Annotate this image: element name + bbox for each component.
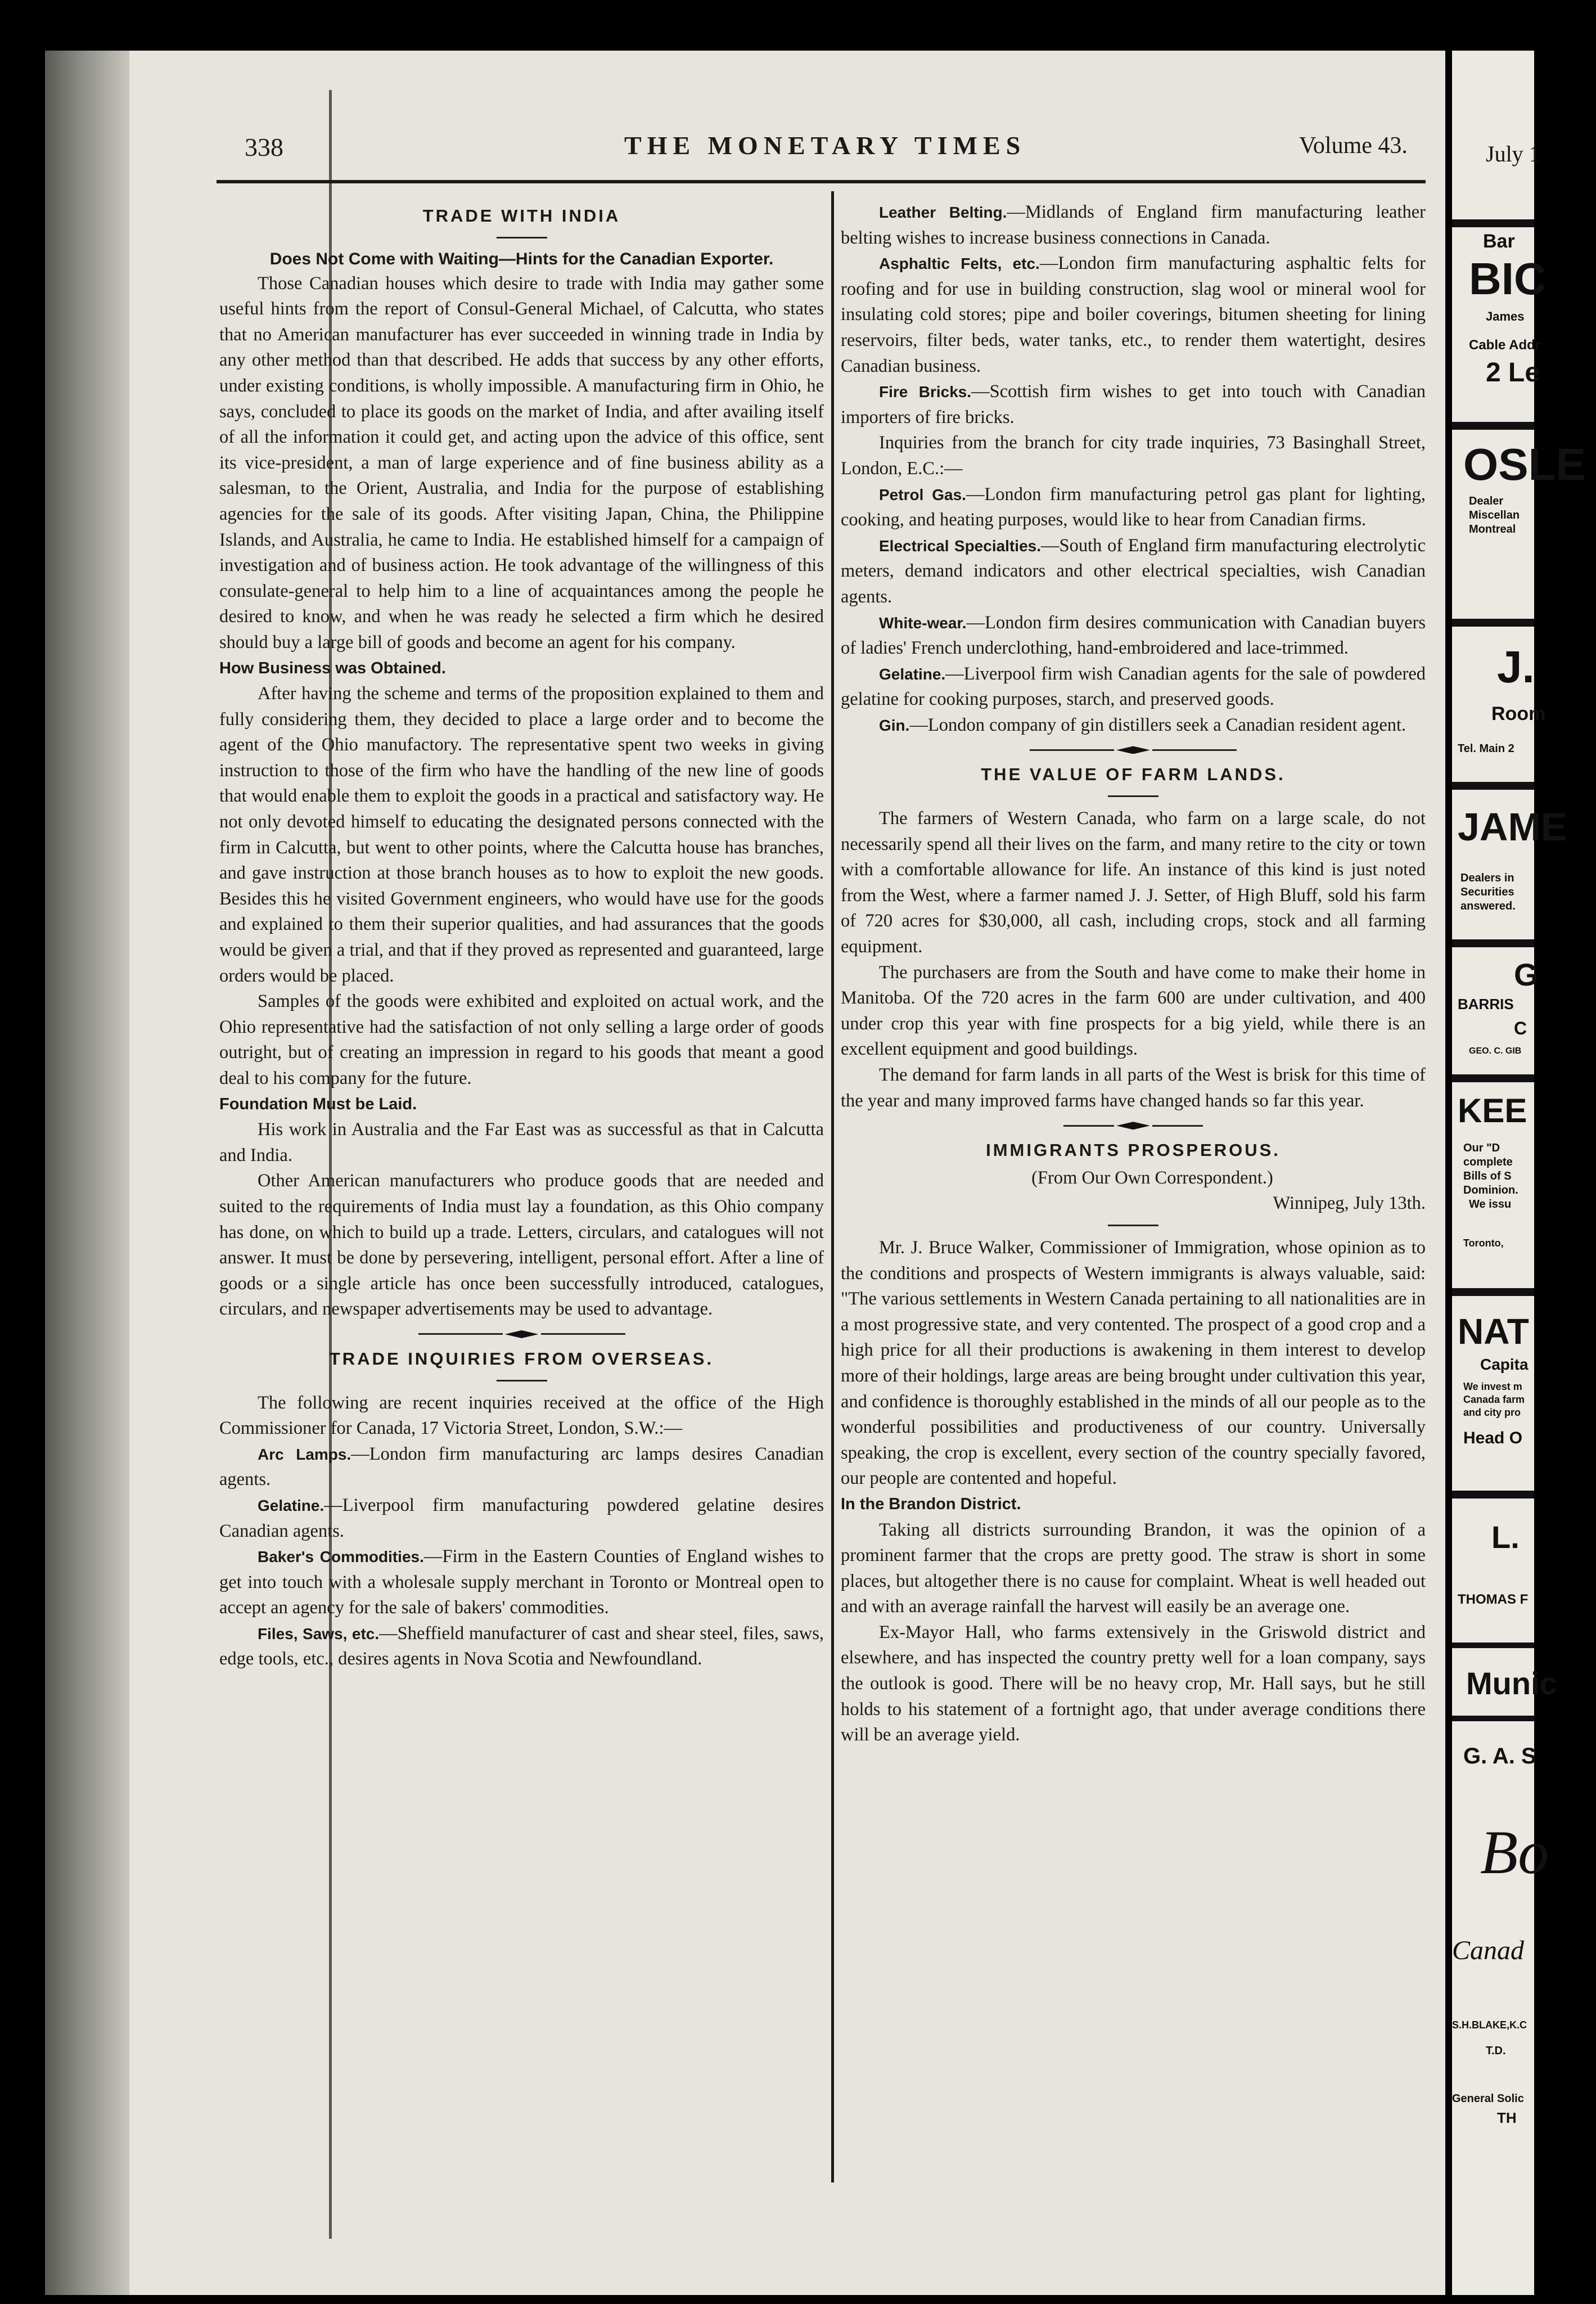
- ad-fragment: Munic: [1466, 1666, 1557, 1701]
- paragraph: His work in Australia and the Far East was as successful as that in Calcutta and India.: [219, 1119, 824, 1166]
- paragraph: The purchasers are from the South and have come to make their home in Manitoba. Of the 720 acres in the farm 600 are under cultivation, and 400 under crop this year with fine prospects for a big yield, while there is an excellent equipment and good buildings.: [841, 962, 1426, 1060]
- inquiry-text: —Firm in the Eastern Counties of England wishes to get into touch with a wholesale supply merchant in Toronto or Montreal open to accept an agency for the sale of bakers' commodities.: [219, 1546, 824, 1618]
- ad-fragment: Dominion.: [1463, 1184, 1518, 1196]
- title-rule: [1108, 1225, 1158, 1226]
- ad-fragment: Montreal: [1469, 523, 1516, 536]
- ad-fragment: JAME: [1458, 805, 1567, 849]
- ad-fragment: BARRIS: [1458, 996, 1514, 1012]
- ad-fragment: Tel. Main 2: [1458, 742, 1514, 755]
- inquiry-lead: Arc Lamps.: [258, 1445, 351, 1463]
- page-number: 338: [245, 133, 283, 161]
- inquiry-lead: Fire Bricks.: [879, 383, 972, 401]
- ad-fragment: Bo: [1480, 1818, 1549, 1887]
- paragraph: Those Canadian houses which desire to trade with India may gather some useful hints from the report of Consul-General Michael, of Calcutta, who states that no American manufacturer has ever succeeded in winning trade in India by any other method than that described. He adds that success by any other efforts, under existing conditions, is wholly impossible. A manufacturing firm in Ohio, he says, concluded to place its goods on the market of India, and after availing itself of all the information it could get, and acting upon the advice of this office, sent its vice-president, a man of large experience and of fine business ability as a salesman, to the Orient, Australia, and India for the purpose of establishing agencies for the sale of its goods. After visiting Japan, China, the Philippine Islands, and Australia, he came to India. He established himself for a campaign of investigation and of business action. He took advantage of the willingness of this consulate-general to help him to a line of acquaintances among the people he desired to know, and when he was ready he selected a firm which he desired should buy a large bill of goods and become an agent for his company.: [219, 273, 824, 652]
- ad-fragment: Toronto,: [1463, 1238, 1504, 1249]
- ad-fragment: KEE: [1458, 1092, 1527, 1130]
- ad-fragment: Room: [1491, 703, 1546, 724]
- inquiry-item: [841, 662, 1426, 713]
- inquiry-lead: Files, Saws, etc.: [258, 1624, 380, 1642]
- inquiry-text: —Liverpool firm wish Canadian agents for the sale of powdered gelatine for cooking purposes, starch, and preserved goods.: [841, 663, 1426, 710]
- left-column: [219, 200, 824, 1672]
- right-column: [841, 200, 1426, 1748]
- title-rule: [497, 237, 547, 238]
- paragraph: Ex-Mayor Hall, who farms extensively in the Griswold district and elsewhere, and has inspected the country pretty well for a loan company, says the outlook is good. There will be no heavy crop, Mr. Hall says, but he still holds to his statement of a fortnight ago, that under average conditions there will be an average yield.: [841, 1622, 1426, 1745]
- section-heading: Foundation Must be Laid.: [219, 1095, 417, 1113]
- ad-rule: [1452, 219, 1534, 227]
- inquiry-text: —Liverpool firm manufacturing powdered gelatine desires Canadian agents.: [219, 1495, 824, 1541]
- ad-fragment: Head O: [1463, 1429, 1523, 1447]
- ad-fragment: BIC: [1469, 254, 1547, 304]
- ad-rule: [1452, 619, 1534, 627]
- inquiry-text: —London firm desires communication with Canadian buyers of ladies' French underclothing, hand-embroidered and lace-trimmed.: [841, 612, 1426, 659]
- inquiry-lead: White-wear.: [879, 614, 967, 632]
- ornamental-divider: [841, 746, 1426, 754]
- adjacent-page-header: July 1: [1486, 141, 1540, 166]
- ad-fragment: J.: [1497, 642, 1535, 692]
- inquiry-lead: Baker's Commodities.: [258, 1548, 424, 1566]
- ad-rule: [1452, 422, 1534, 430]
- dateline: Winnipeg, July 13th.: [1273, 1193, 1426, 1214]
- ad-fragment: C: [1514, 1018, 1527, 1038]
- article-title-immigrants: IMMIGRANTS PROSPEROUS.: [986, 1140, 1281, 1160]
- inquiry-item: [841, 200, 1426, 251]
- ad-fragment: We invest m: [1463, 1381, 1522, 1392]
- inquiry-item: [841, 379, 1426, 430]
- ad-fragment: We issu: [1469, 1198, 1512, 1210]
- ad-fragment: General Solic: [1452, 2092, 1524, 2105]
- paragraph: The following are recent inquiries received at the office of the High Commissioner for Canada, 17 Victoria Street, London, S.W.:—: [219, 1392, 824, 1439]
- paragraph: Taking all districts surrounding Brandon, it was the opinion of a prominent farmer that the crops are pretty good. The straw is short in some places, but altogether there is no cause for complaint. Wheat is well headed out and with an average rainfall the harvest will easily be an average one.: [841, 1519, 1426, 1617]
- inquiry-text: —London firm manufacturing petrol gas plant for lighting, cooking, and heating purposes, would like to hear from Canadian firms.: [841, 484, 1426, 530]
- paragraph: Samples of the goods were exhibited and exploited on actual work, and the Ohio representative had the satisfaction of not only selling a large order of goods outright, but of creating an impression in regard to his goods that meant a good deal to his company for the future.: [219, 991, 824, 1088]
- inquiry-item: [841, 713, 1426, 739]
- byline: (From Our Own Correspondent.): [1031, 1167, 1273, 1188]
- inquiry-item: [841, 251, 1426, 379]
- article-title-trade-with-india: TRADE WITH INDIA: [422, 206, 621, 226]
- ad-fragment: S.H.BLAKE,K.C: [1452, 2019, 1527, 2031]
- ad-fragment: THOMAS F: [1458, 1592, 1529, 1607]
- ad-fragment: Miscellan: [1469, 509, 1520, 521]
- inquiry-lead: Gelatine.: [258, 1496, 324, 1514]
- article-title-farm-lands: THE VALUE OF FARM LANDS.: [981, 764, 1286, 785]
- ad-fragment: Dealer: [1469, 495, 1504, 507]
- inquiry-item: [219, 1544, 824, 1621]
- title-rule: [497, 1380, 547, 1382]
- section-heading: In the Brandon District.: [841, 1495, 1021, 1513]
- inquiry-lead: Leather Belting.: [879, 204, 1007, 221]
- adjacent-page-strip: [1452, 51, 1586, 2295]
- ad-fragment: G. A. S: [1463, 1744, 1536, 1768]
- inquiry-text: —London firm manufacturing asphaltic felts for roofing and for use in building construction, slag wool or mineral wool for insulating cold stores; pipe and boiler coverings, bitumen sheeting for lining reservoirs, filter beds, water tanks, etc., to render them watertight, desires Canadian business.: [841, 253, 1426, 376]
- ornamental-divider: [219, 1330, 824, 1338]
- ad-fragment: Dealers in: [1460, 872, 1514, 884]
- ad-fragment: TH: [1497, 2109, 1517, 2126]
- running-title: THE MONETARY TIMES: [624, 131, 1026, 160]
- paragraph: Mr. J. Bruce Walker, Commissioner of Immigration, whose opinion as to the conditions and prospects of Western immigrants is always valuable, said: "The various settlements in Western Canada pertaining to all nationalities are in a most progressive state, and very contented. The prospect of a good crop and a high price for all their productions is awakening in them interest to develop more of their holdings, large areas are being brought under cultivation this year, and confidence is thoroughly established in the minds of all our people as to the wonderful possibilities and productiveness of our country. Universally speaking, the crop is excellent, every section of the country specially favored, our people are contented and hopeful.: [841, 1237, 1426, 1489]
- ad-rule: [1452, 1288, 1534, 1296]
- ad-fragment: G: [1514, 957, 1539, 992]
- inquiry-lead: Gin.: [879, 716, 910, 734]
- inquiry-item: [219, 1621, 824, 1672]
- ad-fragment: Canad: [1452, 1936, 1525, 1965]
- ad-fragment: T.D.: [1486, 2045, 1506, 2057]
- volume-label: Volume 43.: [1299, 133, 1408, 159]
- paragraph: The farmers of Western Canada, who farm on a large scale, do not necessarily spend all their lives on the farm, and many retire to the city or town with a comfortable allowance for life. An instance of this kind is just noted from the West, where a farmer named J. J. Setter, of High Bluff, sold his farm of 720 acres for $30,000, all cash, including crops, stock and all farming equipment.: [841, 808, 1426, 957]
- inquiry-item: [841, 482, 1426, 533]
- article-title-trade-inquiries: TRADE INQUIRIES FROM OVERSEAS.: [329, 1348, 714, 1369]
- paragraph: After having the scheme and terms of the proposition explained to them and fully considering them, they decided to place a large order and to become the agent of the Ohio manufactory. The representative spent two weeks in giving instruction to those of the firm who have the handling of the new line of goods that would enable them to exploit the goods in a practical and satisfactory way. He not only devoted himself to educating the designated persons connected with the firm in Calcutta, but went to other points, where the Calcutta house has branches, and gave instruction at those branch houses as to how to exploit the new goods. Besides this he visited Government engineers, who would have use for the goods and explained to them their superior qualities, and had assurances that the goods would be given a trial, and that if they proved as represented and guaranteed, large orders would be placed.: [219, 683, 824, 986]
- ad-fragment: Bills of S: [1463, 1170, 1512, 1182]
- ad-fragment: GEO. C. GIB: [1469, 1046, 1522, 1056]
- ad-rule: [1452, 939, 1534, 947]
- ad-rule: [1452, 1074, 1534, 1082]
- ad-fragment: Cable Addr: [1469, 338, 1541, 353]
- ad-fragment: complete: [1463, 1156, 1513, 1168]
- ad-fragment: Our "D: [1463, 1142, 1500, 1154]
- ad-rule: [1452, 782, 1534, 790]
- inquiry-item: [219, 1442, 824, 1493]
- column-rule: [831, 191, 834, 2182]
- article-subtitle: Does Not Come with Waiting—Hints for the Canadian Exporter.: [269, 249, 774, 268]
- header-rule: [217, 180, 1426, 183]
- paragraph: Other American manufacturers who produce goods that are needed and suited to the requirements of India must lay a foundation, as this Ohio company has done, on which to build up a trade. Letters, circulars, and catalogues will not answer. It must be done by persevering, intelligent, personal effort. After a line of goods or a single article has once been successfully introduced, catalogues, circulars, and newspaper advertisements may be used to advantage.: [219, 1171, 824, 1320]
- inquiry-text: —London firm manufacturing arc lamps desires Canadian agents.: [219, 1443, 824, 1490]
- paragraph: The demand for farm lands in all parts of the West is brisk for this time of the year and many improved farms have changed hands so far this year.: [841, 1065, 1426, 1111]
- ad-rule: [1452, 1491, 1534, 1498]
- ornamental-divider: [841, 1122, 1426, 1130]
- section-heading: How Business was Obtained.: [219, 659, 446, 677]
- ad-fragment: 2 Le: [1486, 358, 1540, 388]
- ad-fragment: Securities: [1460, 886, 1514, 898]
- inquiry-text: —London company of gin distillers seek a Canadian resident agent.: [909, 714, 1406, 735]
- inquiry-item: [841, 610, 1426, 662]
- ad-fragment: Capita: [1480, 1356, 1529, 1373]
- inquiry-text: —Sheffield manufacturer of cast and shear steel, files, saws, edge tools, etc., desires agents in Nova Scotia and Newfoundland.: [219, 1623, 824, 1670]
- inquiry-item: [219, 1493, 824, 1544]
- ad-fragment: Canada farm: [1463, 1394, 1525, 1405]
- inquiry-lead: Asphaltic Felts, etc.: [879, 255, 1040, 273]
- inquiry-lead: Electrical Specialties.: [879, 537, 1041, 555]
- title-rule: [1108, 795, 1158, 797]
- ad-fragment: NAT: [1458, 1311, 1529, 1352]
- ad-fragment: L.: [1491, 1519, 1520, 1555]
- inquiry-item: [841, 533, 1426, 610]
- ad-fragment: and city pro: [1463, 1407, 1521, 1418]
- inquiry-lead: Gelatine.: [879, 665, 946, 683]
- ad-fragment: Bar: [1483, 231, 1515, 252]
- inquiry-text: —Scottish firm wishes to get into touch with Canadian importers of fire bricks.: [841, 381, 1426, 428]
- inquiry-text: —South of England firm manufacturing electrolytic meters, demand indicators and other electrical specialties, wish Canadian agents.: [841, 535, 1426, 607]
- ad-fragment: James: [1486, 309, 1525, 323]
- ad-fragment: answered.: [1460, 900, 1516, 912]
- paragraph: Inquiries from the branch for city trade inquiries, 73 Basinghall Street, London, E.C.:—: [841, 433, 1426, 479]
- inquiry-text: —Midlands of England firm manufacturing leather belting wishes to increase business connections in Canada.: [841, 202, 1426, 248]
- inquiry-lead: Petrol Gas.: [879, 485, 966, 503]
- ad-fragment: OSLE: [1463, 439, 1586, 489]
